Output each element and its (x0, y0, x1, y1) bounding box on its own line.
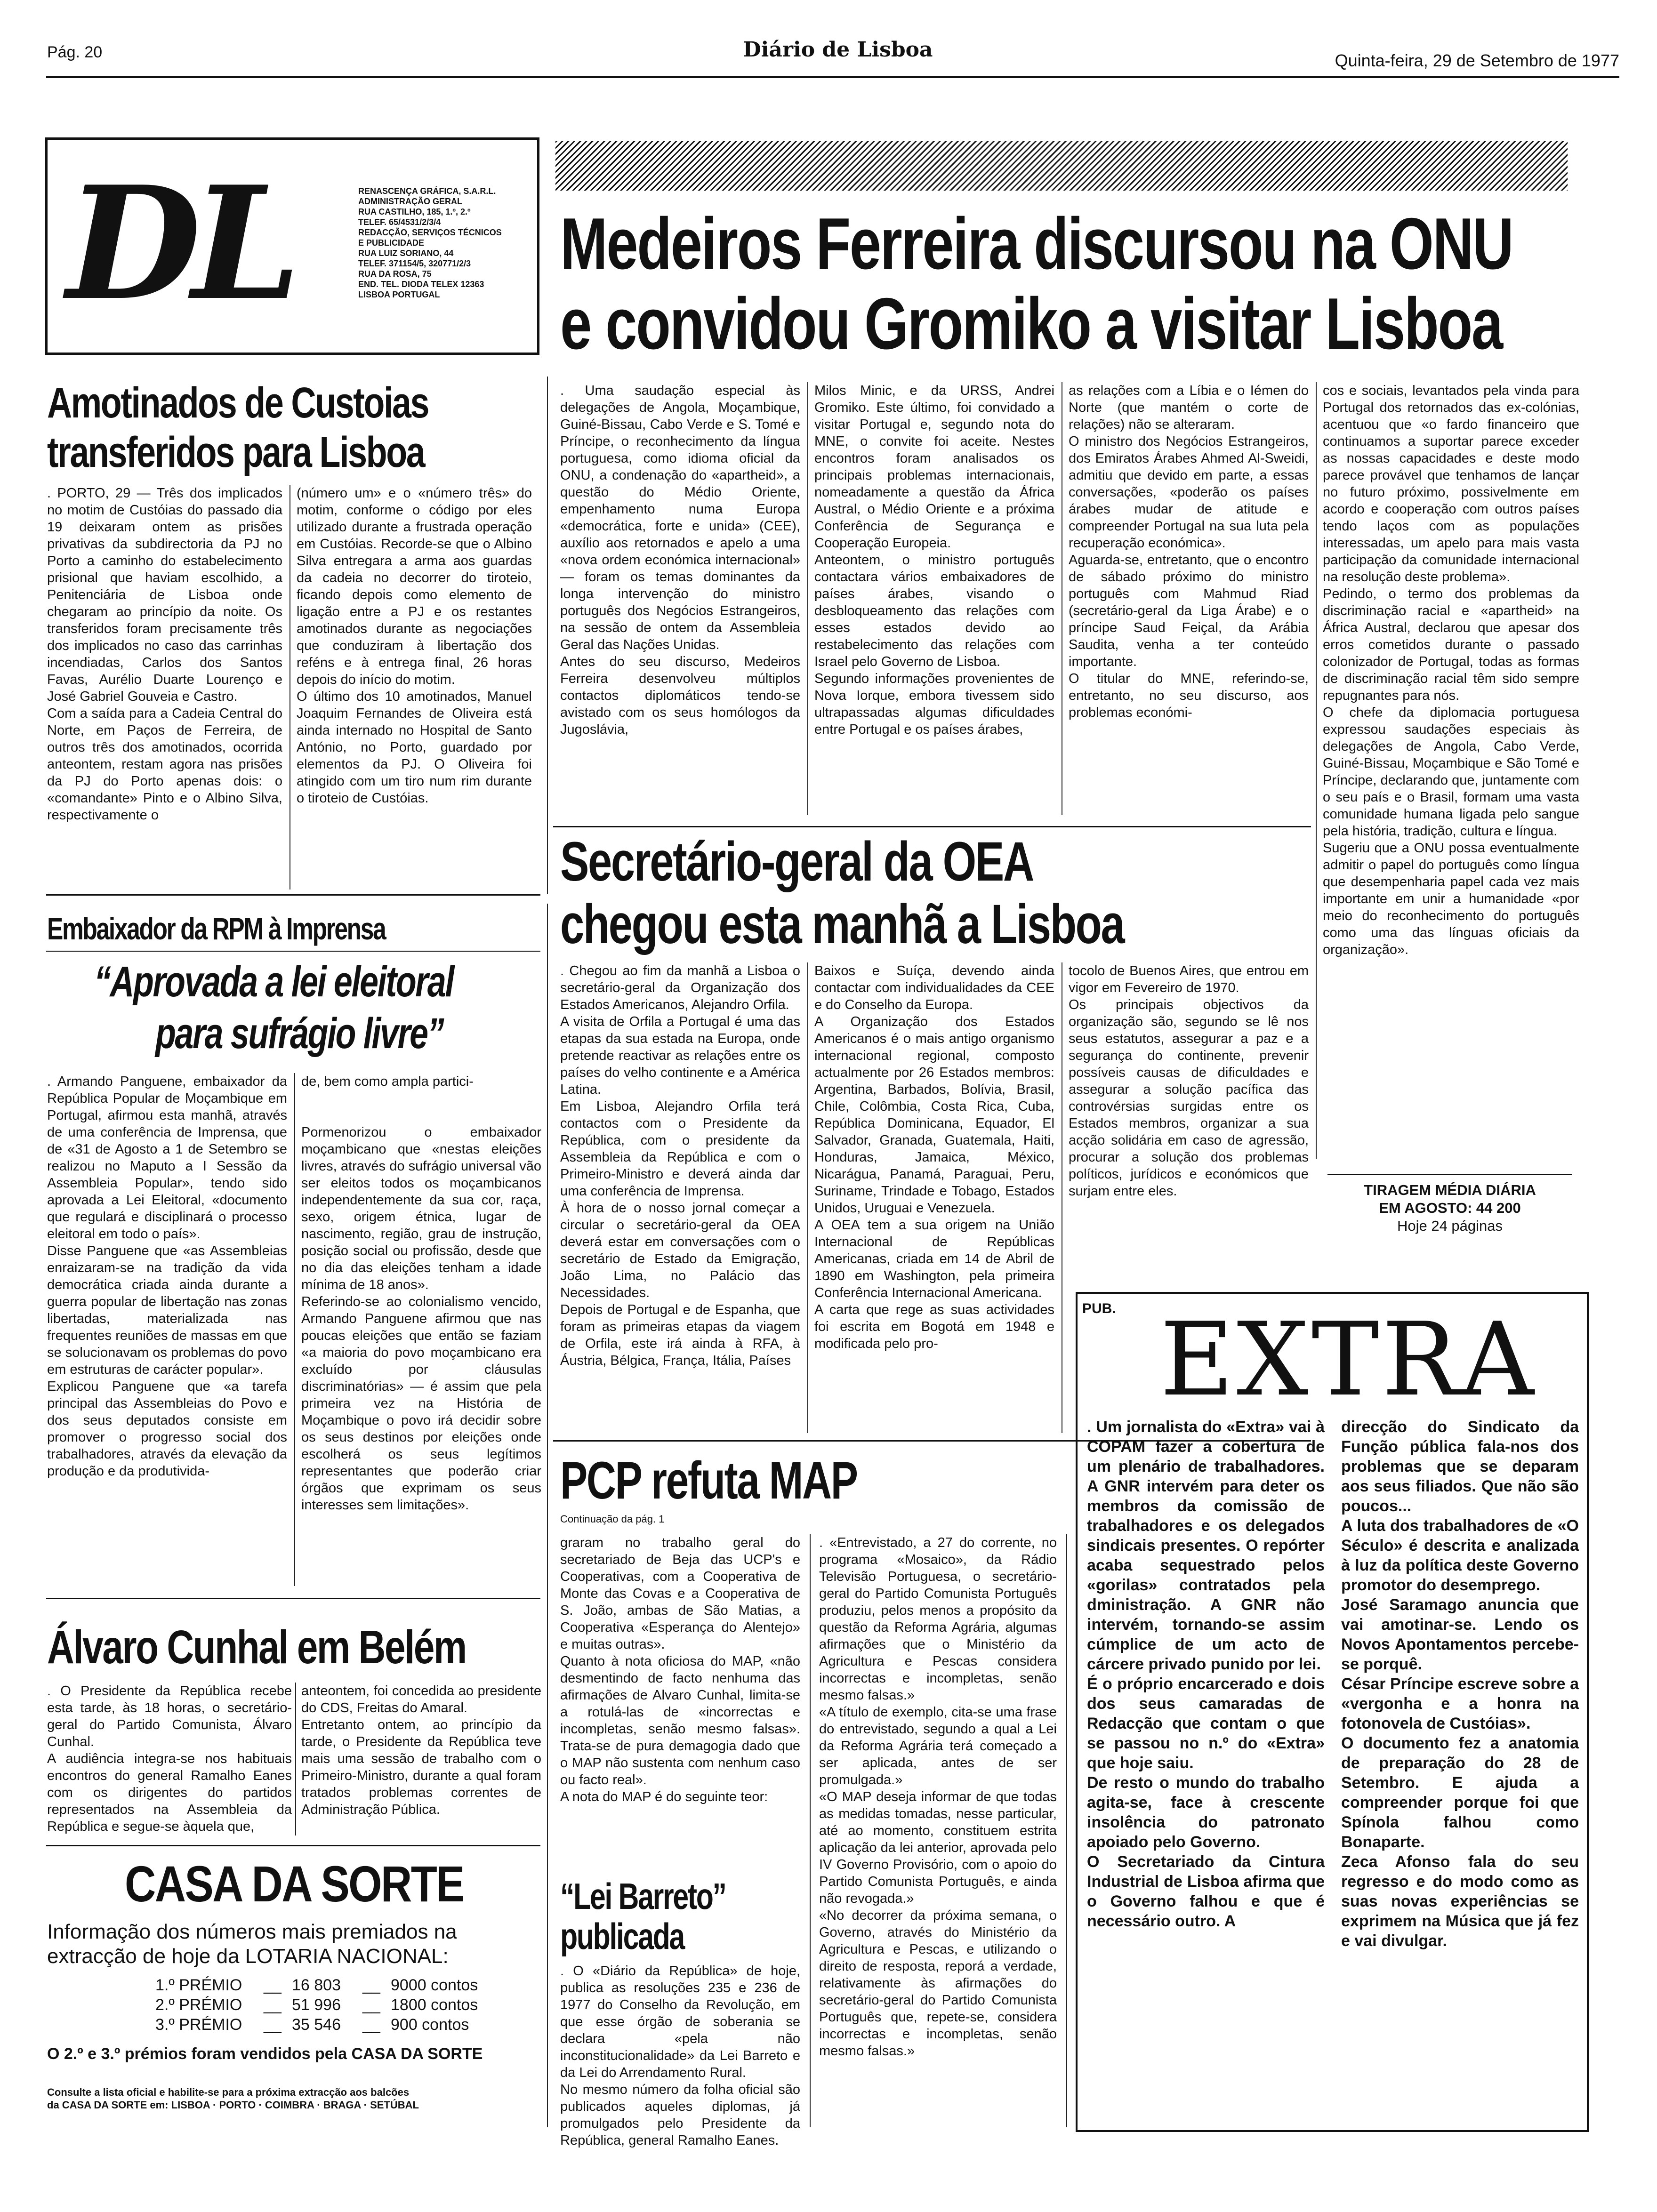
masthead: Diário de Lisboa (743, 38, 933, 62)
section-rule (46, 894, 540, 896)
prize-dash: __ (264, 1976, 282, 1994)
logo-box (45, 137, 539, 355)
page-number: Pág. 20 (47, 43, 103, 61)
headline-cunhal: Álvaro Cunhal em Belém (47, 1621, 466, 1674)
prize-dash: __ (362, 1996, 380, 2014)
headline-rpm-2: para sufrágio livre” (155, 1010, 443, 1058)
sorte-footer-1: Consulte a lista oficial e habilite-se para a próxima extracção aos balcões (47, 2086, 410, 2098)
onu-column-3: as relações com a Líbia e o Iémen do Norte (que mantém o corte de relações) não se alteraram. O ministro dos Negócios Estrangeiros, dos Emiratos Árabes Ahmed Al-Sweidi, admitiu que devido em parte, a essas conversações, «poderão os países árabes mudar de atitude e compreender Portugal na sua luta pela recuperação económica». Aguarda-se, entretanto, que o encontro de sábado próximo do ministro português com Mahmud Riad (secretário-geral da Liga Árabe) e o príncipe Saud Feiçal, da Arábia Saudita, venha a ter conteúdo importante. O titular do MNE, referindo-se, entretanto, no seu discurso, aos problemas económi- (1069, 383, 1309, 720)
continuation-note: Continuação da pág. 1 (560, 1513, 665, 1525)
dl-logo: DL (66, 152, 292, 335)
column-rule (807, 382, 808, 815)
tiragem-rule (1327, 1174, 1572, 1175)
tiragem (1318, 1181, 1582, 1235)
onu-column-2: Milos Minic, e da URSS, Andrei Gromiko. Este último, foi convidado a visitar Portugal e, segundo nota do MNE, o convite foi aceite. Nestes encontros foram analisados os principais problemas internacionais, nomeadamente a questão da África Austral, o Médio Oriente e a próxima Conferência de Segurança e Cooperação Europeia. Anteontem, o ministro português contactara vários embaixadores de países árabes, visando o desbloqueamento das relações com esses estados devido ao restabelecimento das relações com Israel pelo Governo de Lisboa. Segundo informações provenientes de Nova Iorque, embora tivessem sido ultrapassadas algumas dificuldades entre Portugal e os países árabes, (814, 383, 1054, 737)
cunhal-column-2: anteontem, foi concedida ao presidente do CDS, Freitas do Amaral. Entretanto ontem, ao princípio da tarde, o Presidente da República teve mais uma sessão de trabalho com o Primeiro-Ministro, durante a qual foram tratados problemas correntes de Administração Pública. (301, 1683, 541, 1817)
prize-number: 16 803 (292, 1976, 341, 1994)
headline-barreto-2: publicada (560, 1915, 684, 1957)
hatched-banner (555, 141, 1568, 191)
custoias-column-2: (número um» e o «número três» do motim, conforme o código por eles utilizado durante a frustrada operação em Custóias. Recorde-se que o Albino Silva entregara a arma aos guardas da cadeia no decorrer do tiroteio, ficando depois como elemento de ligação entre a PJ e os restantes amotinados durante as negociações que conduziram à libertação dos reféns e à entrega final, 26 horas depois do início do motim. O último dos 10 amotinados, Manuel Joaquim Fernandes de Oliveira está ainda internado no Hospital de Santo António, no Porto, guardado por elementos da PJ. O Oliveira foi atingido com um tiro num rim durante o tiroteio de Custóias. (297, 486, 532, 806)
pcp-column-1: graram no trabalho geral do secretariado de Beja das UCP's e Cooperativas, com a Cooperativa de Monte das Covas e a Cooperativa de S. João, ambas de São Matias, a Cooperativa «Esperança do Alentejo» e muitas outras». Quanto à nota oficiosa do MAP, «não desmentindo de facto nenhuma das afirmações de Alvaro Cunhal, limita-se a rotulá-las de «incorrectas e incompletas, senão mesmo falsas». Trata-se de pura demagogia dado que o MAP não sustenta com nenhum caso ou facto real». A nota do MAP é do seguinte teor: (560, 1535, 800, 1804)
headline-onu-1: Medeiros Ferreira discursou na ONU (560, 203, 1513, 284)
kicker-rule (46, 951, 540, 952)
prize-rank: 2.º PRÉMIO (155, 1996, 242, 2014)
headline-custoias-1: Amotinados de Custoias (47, 379, 429, 427)
headline-oea-2: chegou esta manhã a Lisboa (560, 893, 1124, 955)
kicker-rpm: Embaixador da RPM à Imprensa (47, 911, 386, 946)
headline-pcp: PCP refuta MAP (560, 1451, 857, 1510)
column-rule (547, 904, 548, 2127)
prize-row (155, 1995, 541, 2015)
prize-dash: __ (264, 2016, 282, 2034)
sorte-footer-2: da CASA DA SORTE em: LISBOA · PORTO · COIMBRA · BRAGA · SETÚBAL (47, 2099, 419, 2111)
tiragem-line-1: TIRAGEM MÉDIA DIÁRIA (1364, 1182, 1536, 1198)
column-rule (547, 377, 548, 894)
column-rule (1066, 1534, 1067, 2127)
onu-column-4: cos e sociais, levantados pela vinda para Portugal dos retornados das ex-colónias, acentuou que «o fardo financeiro que continuamos a suportar parece exceder as nossas capacidades e deste modo parece provável que tenhamos de lançar no futuro próximo, possivelmente em acordo e cooperação com outros países tendo laços com as populações interessadas, um apelo para mais vasta participação da comunidade internacional na resolução deste problema». Pedindo, o termo dos problemas da discriminação racial e «apartheid» na África Austral, declarou que apesar dos erros cometidos durante o passado colonizador de Portugal, todas as formas de discriminação racial têm sido sempre repugnantes para nós. O chefe da diplomacia portuguesa expressou saudações especiais às delegações de Angola, Cabo Verde, Guiné-Bissau, Moçambique e São Tomé e Príncipe, declarando que, juntamente com o seu país e o Brasil, formam uma vasta comunidade humana ligada pelo sangue pela história, tradição, cultura e língua. Sugeriu que a ONU possa eventualmente admitir o papel do português como língua que desempenharia papel cada vez mais importante em unir a humanidade «por meio do reconhecimento do português como uma das línguas oficiais da organização». (1323, 383, 1579, 957)
prize-rank: 3.º PRÉMIO (155, 2016, 242, 2034)
oea-column-3: tocolo de Buenos Aires, que entrou em vigor em Fevereiro de 1970. Os principais objectivos da organização são, segundo se lê nos seus estatutos, assegurar a paz e a segurança do continente, prevenir possíveis causas de dificuldades e assegurar a solução pacífica das controvérsias surgidas entre os Estados membros, organizar a sua acção solidária em caso de agressão, procurar a solução dos problemas políticos, jurídicos e económicos que surjam entre eles. (1069, 963, 1309, 1199)
headline-rpm-1: “Aprovada a lei eleitoral (94, 958, 454, 1006)
headline-oea-1: Secretário-geral da OEA (560, 831, 1034, 893)
prize-amount: 9000 contos (391, 1976, 478, 1994)
prize-amount: 1800 contos (391, 1996, 478, 2014)
extra-column-2: direcção do Sindicato da Função pública fala-nos dos problemas que se deparam aos seus filiados. Que não são poucos... A luta dos trabalhadores de «O Século» é descrita e analizada à luz da política deste Governo promotor do desemprego. José Saramago anuncia que vai amotinar-se. Lendo os Novos Apontamentos percebe-se porquê. César Príncipe escreve sobre a «vergonha e a honra na fotonovela de Custóias». O documento fez a anatomia de preparação do 28 de Setembro. E ajuda a compreender porque foi que Spínola falhou como Bonaparte. Zeca Afonso fala do seu regresso e do modo como as suas novas experiências se exprimem na Música que já fez e vai divulgar. (1341, 1418, 1579, 1950)
casa-da-sorte-ad (47, 1854, 541, 2156)
headline-onu-2: e convidou Gromiko a visitar Lisboa (560, 283, 1502, 364)
tiragem-line-3: Hoje 24 páginas (1397, 1218, 1503, 1234)
extra-title: EXTRA (1160, 1300, 1537, 1419)
prize-number: 51 996 (292, 1996, 341, 2014)
prize-dash: __ (264, 1996, 282, 2014)
section-rule (46, 1845, 540, 1846)
rpm-column-2: de, bem como ampla partici- Pormenorizou o embaixador moçambicano que «nestas eleições livres, através do sufrágio universal vão ser eleitos todos os moçambicanos independentemente da sua cor, raça, sexo, origem étnica, lugar de nascimento, região, grau de instrução, posição social ou profissão, desde que no dia das eleições tenham a idade mínima de 18 anos». Referindo-se ao colonialismo vencido, Armando Panguene afirmou que nas poucas eleições que então se faziam «a maioria do povo moçambicano era excluído por cláusulas discriminatórias» — é assim que pela primeira vez na História de Moçambique o povo irá decidir sobre os seus destinos por eleições onde escolherá os seus legítimos representantes que poderão criar órgãos que exprimam os seus interesses sem limitações». (301, 1074, 541, 1513)
custoias-column-1: . PORTO, 29 — Três dos implicados no motim de Custóias do passado dia 19 deixaram ontem as prisões privativas da subdirectoria da PJ no Porto a caminho do estabelecimento prisional que haviam escolhido, a Penitenciária de Lisboa onde chegaram ao princípio da noite. Os transferidos foram precisamente três dos implicados no caso das carrinhas incendiadas, Carlos dos Santos Favas, Aurélio Duarte Lourenço e José Gabriel Gouveia e Castro. Com a saída para a Cadeia Central do Norte, em Paços de Ferreira, de outros três dos amotinados, ocorrida anteontem, restam agora nas prisões da PJ do Porto apenas dois: o «comandante» Pinto e o Albino Silva, respectivamente o (47, 486, 282, 823)
section-rule (46, 1598, 540, 1599)
prize-row (155, 1975, 541, 1995)
prize-row (155, 2015, 541, 2035)
prize-dash: __ (362, 1976, 380, 1994)
column-rule (807, 962, 808, 1433)
pcp-column-2: . «Entrevistado, a 27 do corrente, no programa «Mosaico», da Rádio Televisão Portuguesa, o secretário-geral do Partido Comunista Português produziu, pelos menos a propósito da questão da Reforma Agrária, algumas afirmações que o Ministério da Agricultura e Pescas considera incorrectas e incompletas, senão mesmo falsas.» «A título de exemplo, cita-se uma frase do entrevistado, segundo a qual a Lei da Reforma Agrária terá começado a ser aplicada, antes de ser promulgada.» «O MAP deseja informar de que todas as medidas tomadas, nesse particular, até ao momento, constituem estrita aplicação da lei anterior, aprovada pelo IV Governo Provisório, com o apoio do Partido Comunista Português, e ainda não revogada.» «No decorrer da próxima semana, o Governo, através do Ministério da Agricultura e Pescas, e utilizando o direito de resposta, reporá a verdade, relativamente às afirmações do secretário-geral do Partido Comunista Português que, repete-se, considera incorrectas e incompletas, senão mesmo falsas.» (819, 1535, 1057, 2059)
prize-list (155, 1975, 541, 2035)
headline-custoias-2: transferidos para Lisboa (47, 428, 425, 476)
imprint: RENASCENÇA GRÁFICA, S.A.R.L. ADMINISTRAÇÃO GERAL RUA CASTILHO, 185, 1.º, 2.º TELEF. 65/4531/2/3/4 REDACÇÃO, SERVIÇOS TÉCNICOS E PUBLICIDADE RUA LUIZ SORIANO, 44 TELEF. 371154/5, 320771/2/3 RUA DA ROSA, 75 END. TEL. DIODA TELEX 12363 LISBOA PORTUGAL (358, 186, 502, 299)
issue-date: Quinta-feira, 29 de Setembro de 1977 (1335, 51, 1619, 70)
oea-column-1: . Chegou ao fim da manhã a Lisboa o secretário-geral da Organização dos Estados Americanos, Alejandro Orfila. A visita de Orfila a Portugal é uma das etapas da sua estada na Europa, onde pretende reactivar as relações entre os países do velho continente e a América Latina. Em Lisboa, Alejandro Orfila terá contactos com o Presidente da República, com o presidente da Assembleia da República e com o Primeiro-Ministro e deverá ainda dar uma conferência de Imprensa. À hora de o nosso jornal começar a circular o secretário-geral da OEA deverá estar em conversações com o secretário de Estado da Emigração, João Lima, no Palácio das Necessidades. Depois de Portugal e de Espanha, que foram as primeiras etapas da viagem de Orfila, este irá ainda à RFA, à Áustria, Bélgica, França, Itália, Países (560, 963, 800, 1368)
cunhal-column-1: . O Presidente da República recebe esta tarde, às 18 horas, o secretário-geral do Partido Comunista, Álvaro Cunhal. A audiência integra-se nos habituais encontros do general Ramalho Eanes com os dirigentes do partidos representados na Assembleia da República e segue-se àquela que, (47, 1683, 292, 1834)
header-rule (46, 76, 1619, 78)
column-rule (294, 1073, 295, 1586)
extra-box (1076, 1292, 1589, 2132)
prize-rank: 1.º PRÉMIO (155, 1976, 242, 1994)
section-rule (553, 826, 1311, 827)
column-rule (295, 1683, 296, 1835)
sorte-intro: Informação dos números mais premiados na extracção de hoje da LOTARIA NACIONAL: (47, 1920, 457, 1968)
headline-barreto-1: “Lei Barreto” (560, 1875, 726, 1917)
rpm-column-1: . Armando Panguene, embaixador da República Popular de Moçambique em Portugal, afirmou esta manhã, através de uma conferência de Imprensa, que de «31 de Agosto a 1 de Setembro se realizou no Maputo a I Sessão da Assembleia Popular», tendo sido aprovada a Lei Eleitoral, «documento que regulará e disciplinará o processo eleitoral em todo o país». Disse Panguene que «as Assembleias enraizaram-se na tradição da vida democrática criada ainda durante a guerra popular de libertação nas zonas libertadas, materializada nas frequentes reuniões de massas em que se solucionavam os problemas do povo em estruturas de carácter popular». Explicou Panguene que «a tarefa principal das Assembleias do Povo e dos seus deputados consiste em promover o progresso social dos trabalhadores, através da elevação da produção e da produtivida- (47, 1074, 287, 1479)
prize-amount: 900 contos (391, 2016, 469, 2034)
prize-number: 35 546 (292, 2016, 341, 2034)
tiragem-line-2: EM AGOSTO: 44 200 (1379, 1200, 1521, 1216)
sorte-sold: O 2.º e 3.º prémios foram vendidos pela CASA DA SORTE (47, 2045, 483, 2063)
extra-column-1: . Um jornalista do «Extra» vai à COPAM fazer a cobertura de um plenário de trabalhadores. A GNR intervém para deter os membros da comissão de trabalhadores e os delegados sindicais presentes. O repórter acaba sequestrado pelos «gorilas» contratados pela dministração. A GNR não intervém, tornando-se assim cúmplice de um acto de cárcere privado punido por lei. É o próprio encarcerado e dois dos seus camaradas de Redacção que contam o que se passou no n.º do «Extra» que hoje saiu. De resto o mundo do trabalho agita-se, face à crescente insolência do patronato apoiado pelo Governo. O Secretariado da Cintura Industrial de Lisboa afirma que o Governo falhou e que é necessário outro. A (1087, 1418, 1325, 1930)
sorte-title: CASA DA SORTE (124, 1855, 464, 1912)
pub-label: PUB. (1082, 1301, 1116, 1316)
prize-dash: __ (362, 2016, 380, 2034)
onu-column-1: . Uma saudação especial às delegações de Angola, Moçambique, Guiné-Bissau, Cabo Verde e S. Tomé e Príncipe, o reconhecimento da língua portuguesa, como idioma oficial da ONU, a condenação do «apartheid», a questão do Médio Oriente, empenhamento numa Europa «democrática, forte e unida» (CEE), auxílio aos retornados e apelo a uma «nova ordem económica internacional» — foram os temas dominantes da longa intervenção do ministro português dos Negócios Estrangeiros, na sessão de ontem da Assembleia Geral das Nações Unidas. Antes do seu discurso, Medeiros Ferreira desenvolveu múltiplos contactos diplomáticos tendo-se avistado com os seus homólogos da Jugoslávia, (560, 383, 800, 737)
barreto-column: . O «Diário da República» de hoje, publica as resoluções 235 e 236 de 1977 do Conselho da Revolução, em que esse órgão de soberania se declara «pela não inconstitucionalidade» da Lei Barreto e da Lei do Arrendamento Rural. No mesmo número da folha oficial são publicados aqueles diplomas, já promulgados pelo Presidente da República, general Ramalho Eanes. (560, 1964, 800, 2148)
column-rule (810, 1534, 811, 2127)
column-rule (1316, 382, 1317, 1159)
oea-column-2: Baixos e Suíça, devendo ainda contactar com individualidades da CEE e do Conselho da Europa. A Organização dos Estados Americanos é o mais antigo organismo internacional regional, composto actualmente por 26 Estados membros: Argentina, Barbados, Bolívia, Brasil, Chile, Colômbia, Costa Rica, Cuba, República Dominicana, Equador, El Salvador, Granada, Guatemala, Haiti, Honduras, Jamaica, México, Nicarágua, Panamá, Paraguai, Peru, Suriname, Trindade e Tobago, Estados Unidos, Uruguai e Venezuela. A OEA tem a sua origem na União Internacional de Repúblicas Americanas, criada em 14 de Abril de 1890 em Washington, pela primeira Conferência Internacional Americana. A carta que rege as suas actividades foi escrita em Bogotá em 1948 e modificada pelo pro- (814, 963, 1054, 1351)
